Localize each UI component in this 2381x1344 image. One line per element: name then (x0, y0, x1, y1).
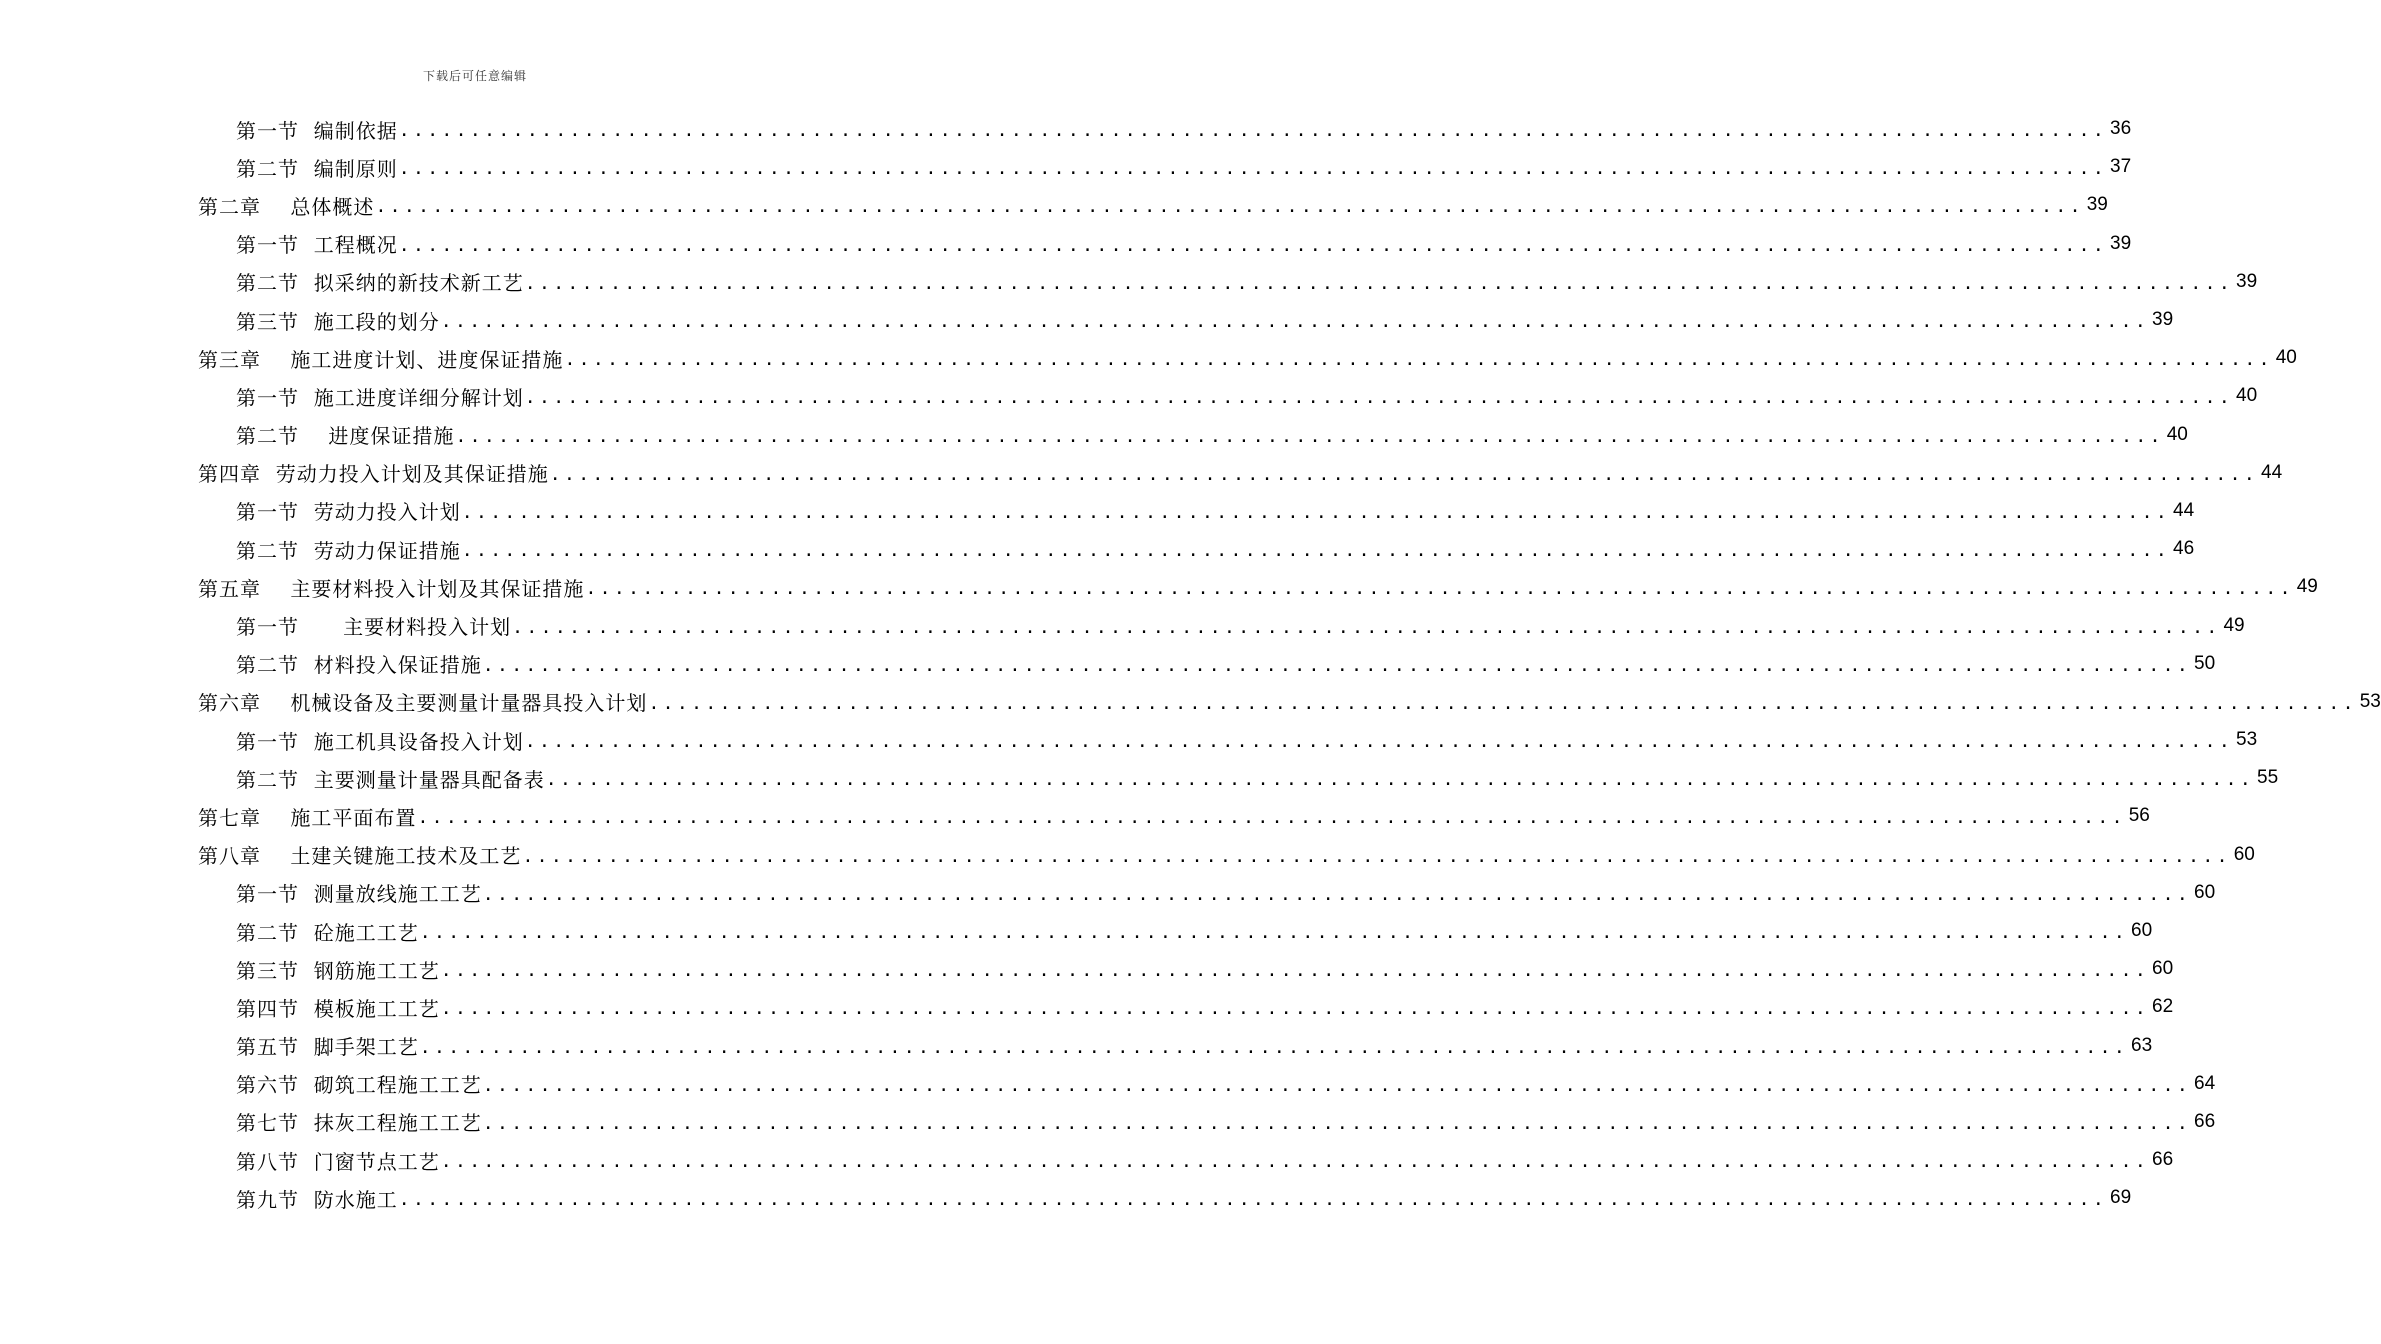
toc-dot-leader: ........................................................................................................................ (482, 1112, 2192, 1134)
toc-section-entry[interactable] (0, 110, 2132, 148)
toc-dot-leader: ........................................................................................................................ (440, 960, 2150, 982)
toc-page-number: 40 (2236, 385, 2258, 407)
toc-page-number: 39 (2152, 309, 2174, 331)
toc-section-entry[interactable] (0, 1065, 2216, 1103)
toc-entry-label: 第三章 施工进度计划、进度保证措施 (198, 347, 564, 372)
toc-dot-leader: ........................................................................................................................ (398, 158, 2108, 180)
toc-entry-label: 第六节 砌筑工程施工工艺 (236, 1073, 482, 1098)
toc-section-entry[interactable] (0, 1141, 2174, 1179)
toc-dot-leader: ........................................................................................................................ (398, 120, 2108, 142)
toc-entry-label: 第五节 脚手架工艺 (236, 1035, 419, 1060)
toc-section-entry[interactable] (0, 1103, 2216, 1141)
toc-section-entry[interactable] (0, 225, 2132, 263)
toc-page-number: 53 (2236, 729, 2258, 751)
toc-dot-leader: ........................................................................................................................ (648, 692, 2357, 714)
toc-section-entry[interactable] (0, 759, 2279, 797)
toc-chapter-entry[interactable] (0, 186, 2108, 224)
toc-dot-leader: ........................................................................................................................ (398, 1189, 2108, 1211)
toc-section-entry[interactable] (0, 721, 2258, 759)
toc-entry-label: 第八章 土建关键施工技术及工艺 (198, 844, 522, 869)
toc-entry-label: 第七节 抹灰工程施工工艺 (236, 1111, 482, 1136)
toc-section-entry[interactable] (0, 377, 2258, 415)
toc-page-number: 44 (2261, 461, 2283, 483)
toc-entry-label: 第三节 钢筋施工工艺 (236, 958, 440, 983)
toc-page-number: 60 (2131, 920, 2153, 942)
toc-page-number: 40 (2275, 347, 2297, 369)
toc-section-entry[interactable] (0, 1179, 2132, 1217)
toc-page-number: 53 (2359, 690, 2381, 712)
toc-dot-leader: ........................................................................................................................ (419, 1036, 2129, 1058)
toc-entry-label: 第五章 主要材料投入计划及其保证措施 (198, 576, 585, 601)
toc-entry-label: 第六章 机械设备及主要测量计量器具投入计划 (198, 691, 648, 716)
toc-section-entry[interactable] (0, 645, 2216, 683)
toc-entry-label: 第一节 主要材料投入计划 (236, 615, 512, 640)
toc-entry-label: 第二节 砼施工工艺 (236, 920, 419, 945)
toc-dot-leader: ........................................................................................................................ (524, 387, 2234, 409)
toc-dot-leader: ........................................................................................................................ (419, 922, 2129, 944)
toc-chapter-entry[interactable] (0, 797, 2150, 835)
toc-page-number: 49 (2296, 576, 2318, 598)
toc-dot-leader: ........................................................................................................................ (482, 1074, 2192, 1096)
toc-dot-leader: ........................................................................................................................ (482, 654, 2192, 676)
toc-page-number: 49 (2223, 614, 2245, 636)
toc-page-number: 62 (2152, 996, 2174, 1018)
toc-entry-label: 第九节 防水施工 (236, 1187, 398, 1212)
toc-dot-leader: ........................................................................................................................ (455, 425, 2164, 447)
toc-dot-leader: ........................................................................................................................ (512, 616, 2221, 638)
toc-page-number: 39 (2110, 232, 2132, 254)
toc-entry-label: 第一节 测量放线施工工艺 (236, 882, 482, 907)
toc-section-entry[interactable] (0, 950, 2174, 988)
toc-chapter-entry[interactable] (0, 568, 2318, 606)
toc-entry-label: 第二节 主要测量计量器具配备表 (236, 767, 545, 792)
toc-chapter-entry[interactable] (0, 683, 2381, 721)
toc-entry-label: 第二节 编制原则 (236, 156, 398, 181)
toc-dot-leader: ........................................................................................................................ (522, 845, 2231, 867)
toc-dot-leader: ........................................................................................................................ (375, 196, 2084, 218)
toc-page-number: 44 (2173, 499, 2195, 521)
toc-page-number: 40 (2166, 423, 2188, 445)
toc-entry-label: 第一节 施工机具设备投入计划 (236, 729, 524, 754)
toc-dot-leader: ........................................................................................................................ (549, 463, 2259, 485)
toc-page-number: 60 (2233, 843, 2255, 865)
toc-dot-leader: ........................................................................................................................ (440, 311, 2150, 333)
toc-dot-leader: ........................................................................................................................ (461, 501, 2171, 523)
toc-page-number: 37 (2110, 156, 2132, 178)
toc-page-number: 55 (2257, 767, 2279, 789)
toc-chapter-entry[interactable] (0, 836, 2255, 874)
toc-dot-leader: ........................................................................................................................ (461, 540, 2171, 562)
toc-entry-label: 第四节 模板施工工艺 (236, 996, 440, 1021)
toc-section-entry[interactable] (0, 606, 2245, 644)
toc-section-entry[interactable] (0, 301, 2174, 339)
toc-dot-leader: ........................................................................................................................ (440, 1151, 2150, 1173)
toc-section-entry[interactable] (0, 530, 2195, 568)
toc-page-number: 66 (2152, 1149, 2174, 1171)
toc-dot-leader: ........................................................................................................................ (585, 578, 2294, 600)
toc-page-number: 69 (2110, 1187, 2132, 1209)
toc-dot-leader: ........................................................................................................................ (417, 807, 2126, 829)
toc-entry-label: 第二节 进度保证措施 (236, 424, 455, 449)
toc-page-number: 60 (2194, 881, 2216, 903)
toc-section-entry[interactable] (0, 988, 2174, 1026)
toc-entry-label: 第二节 材料投入保证措施 (236, 653, 482, 678)
page-header: 下载后可任意编辑 (422, 69, 527, 83)
toc-section-entry[interactable] (0, 912, 2153, 950)
toc-dot-leader: ........................................................................................................................ (398, 234, 2108, 256)
toc-entry-label: 第七章 施工平面布置 (198, 805, 417, 830)
toc-entry-label: 第四章 劳动力投入计划及其保证措施 (198, 462, 549, 487)
toc-dot-leader: ........................................................................................................................ (524, 731, 2234, 753)
toc-section-entry[interactable] (0, 1027, 2153, 1065)
toc-dot-leader: ........................................................................................................................ (524, 272, 2234, 294)
toc-dot-leader: ........................................................................................................................ (564, 349, 2273, 371)
toc-section-entry[interactable] (0, 492, 2195, 530)
toc-page-number: 63 (2131, 1034, 2153, 1056)
toc-dot-leader: ........................................................................................................................ (545, 769, 2255, 791)
toc-page-number: 56 (2128, 805, 2150, 827)
toc-entry-label: 第三节 施工段的划分 (236, 309, 440, 334)
toc-section-entry[interactable] (0, 148, 2132, 186)
toc-section-entry[interactable] (0, 263, 2258, 301)
toc-entry-label: 第二节 拟采纳的新技术新工艺 (236, 271, 524, 296)
toc-dot-leader: ........................................................................................................................ (440, 998, 2150, 1020)
toc-entry-label: 第八节 门窗节点工艺 (236, 1149, 440, 1174)
toc-page-number: 66 (2194, 1110, 2216, 1132)
toc-page-number: 46 (2173, 538, 2195, 560)
toc-section-entry[interactable] (0, 416, 2188, 454)
toc-page-number: 60 (2152, 958, 2174, 980)
toc-dot-leader: ........................................................................................................................ (482, 883, 2192, 905)
toc-entry-label: 第一节 工程概况 (236, 233, 398, 258)
toc-entry-label: 第一节 编制依据 (236, 118, 398, 143)
toc-page-number: 50 (2194, 652, 2216, 674)
toc-chapter-entry[interactable] (0, 339, 2297, 377)
toc-page-number: 39 (2086, 194, 2108, 216)
toc-entry-label: 第一节 劳动力投入计划 (236, 500, 461, 525)
toc-page-number: 64 (2194, 1072, 2216, 1094)
toc-page-number: 39 (2236, 270, 2258, 292)
toc-entry-label: 第二节 劳动力保证措施 (236, 538, 461, 563)
table-of-contents (0, 110, 2381, 1217)
toc-chapter-entry[interactable] (0, 454, 2283, 492)
toc-entry-label: 第二章 总体概述 (198, 194, 375, 219)
toc-entry-label: 第一节 施工进度详细分解计划 (236, 385, 524, 410)
toc-section-entry[interactable] (0, 874, 2216, 912)
toc-page-number: 36 (2110, 118, 2132, 140)
